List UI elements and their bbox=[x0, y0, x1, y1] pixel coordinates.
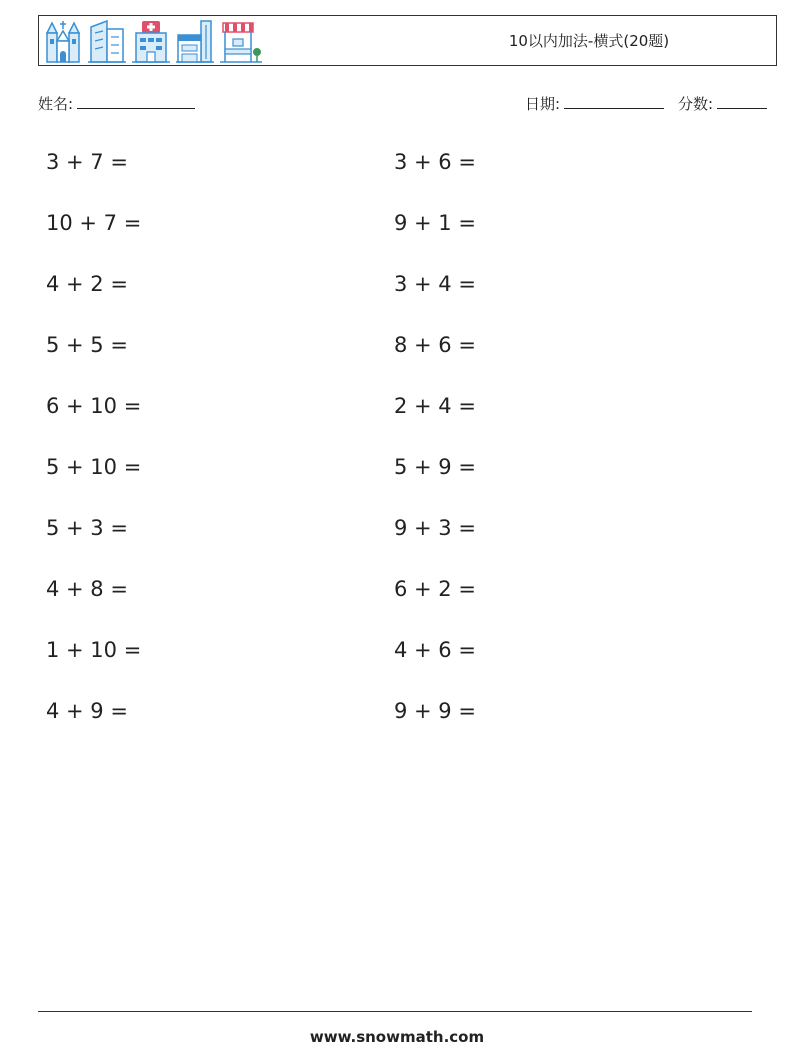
score-blank-line[interactable] bbox=[717, 92, 767, 109]
office-tower-icon bbox=[87, 19, 127, 63]
problem-right-3: 3 + 4 = bbox=[394, 272, 476, 296]
problem-right-1: 3 + 6 = bbox=[394, 150, 476, 174]
shopping-building-icon bbox=[175, 19, 215, 63]
problem-left-4: 5 + 5 = bbox=[46, 333, 128, 357]
problem-right-4: 8 + 6 = bbox=[394, 333, 476, 357]
score-label: 分数: bbox=[678, 95, 714, 113]
problem-left-8: 4 + 8 = bbox=[46, 577, 128, 601]
date-blank-line[interactable] bbox=[564, 92, 664, 109]
name-field[interactable] bbox=[38, 92, 195, 115]
problem-right-10: 9 + 9 = bbox=[394, 699, 476, 723]
problem-left-1: 3 + 7 = bbox=[46, 150, 128, 174]
footer-divider bbox=[38, 1011, 752, 1012]
problem-right-8: 6 + 2 = bbox=[394, 577, 476, 601]
problem-left-3: 4 + 2 = bbox=[46, 272, 128, 296]
header-icons bbox=[43, 19, 263, 63]
problem-left-6: 5 + 10 = bbox=[46, 455, 142, 479]
problem-right-7: 9 + 3 = bbox=[394, 516, 476, 540]
footer-url: www.snowmath.com bbox=[309, 1028, 485, 1046]
name-label: 姓名: bbox=[38, 95, 74, 113]
hospital-icon bbox=[131, 19, 171, 63]
problem-left-10: 4 + 9 = bbox=[46, 699, 128, 723]
score-field[interactable] bbox=[678, 92, 767, 115]
problem-right-9: 4 + 6 = bbox=[394, 638, 476, 662]
problem-right-6: 5 + 9 = bbox=[394, 455, 476, 479]
market-stall-icon bbox=[219, 19, 263, 63]
problem-right-5: 2 + 4 = bbox=[394, 394, 476, 418]
problem-left-7: 5 + 3 = bbox=[46, 516, 128, 540]
problem-left-2: 10 + 7 = bbox=[46, 211, 142, 235]
church-icon bbox=[43, 19, 83, 63]
worksheet-title: 10以内加法-横式(20题) bbox=[508, 32, 670, 50]
date-field[interactable] bbox=[525, 92, 664, 115]
header-box bbox=[38, 15, 777, 66]
date-label: 日期: bbox=[525, 95, 561, 113]
problem-left-9: 1 + 10 = bbox=[46, 638, 142, 662]
name-blank-line[interactable] bbox=[77, 92, 195, 109]
problem-right-2: 9 + 1 = bbox=[394, 211, 476, 235]
problem-left-5: 6 + 10 = bbox=[46, 394, 142, 418]
